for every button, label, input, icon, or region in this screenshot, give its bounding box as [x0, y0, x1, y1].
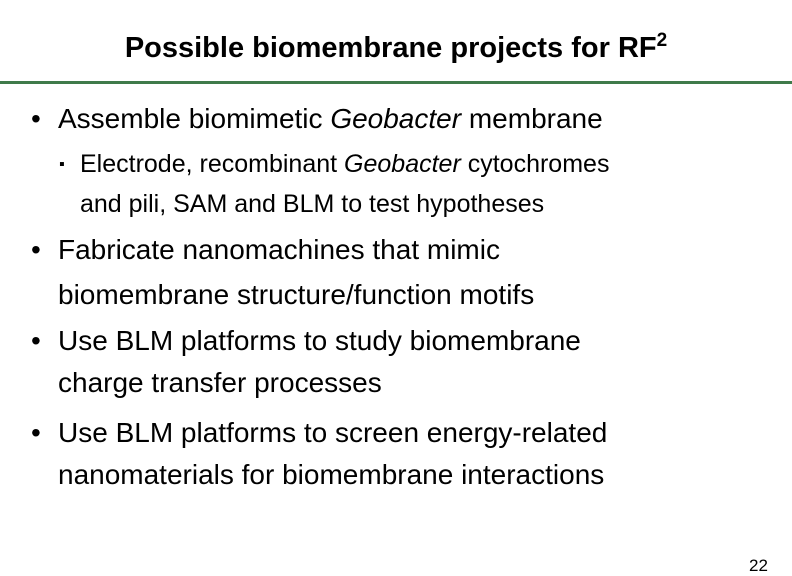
bullet-item	[31, 411, 607, 454]
sub-bullet-text-italic: Geobacter	[344, 150, 461, 178]
sub-bullet-text: cytochromes	[460, 150, 610, 178]
sub-bullet-item	[59, 148, 609, 181]
sub-bullet-continuation: and pili, SAM and BLM to test hypotheses	[80, 190, 545, 218]
sub-bullet-text: Electrode, recombinant	[80, 150, 345, 178]
bullet-continuation: biomembrane structure/function motifs	[58, 279, 535, 310]
bullet-text: membrane	[461, 103, 603, 134]
bullet-marker: •	[31, 234, 41, 265]
bullet-continuation: nanomaterials for biomembrane interactions	[58, 459, 605, 490]
bullet-continuation: charge transfer processes	[58, 367, 382, 398]
sub-bullet-marker: ▪	[59, 156, 65, 173]
slide-title-text: Possible biomembrane projects for RF	[124, 32, 657, 64]
bullet-text: Assemble biomimetic	[58, 103, 331, 134]
bullet-marker: •	[31, 325, 41, 356]
bullet-text: Fabricate nanomachines that mimic	[58, 234, 500, 265]
bullet-text: Use BLM platforms to screen energy-related	[58, 417, 608, 448]
bullet-text-italic: Geobacter	[330, 103, 462, 134]
bullet-text: Use BLM platforms to study biomembrane	[58, 325, 581, 356]
title-divider	[0, 81, 792, 84]
slide-title-superscript: 2	[656, 30, 668, 51]
bullet-item	[31, 97, 603, 140]
bullet-marker: •	[31, 103, 41, 134]
page-number: 22	[749, 556, 768, 575]
bullet-item	[31, 228, 500, 271]
bullet-item	[31, 319, 581, 362]
slide-title	[0, 28, 792, 68]
bullet-marker: •	[31, 417, 41, 448]
